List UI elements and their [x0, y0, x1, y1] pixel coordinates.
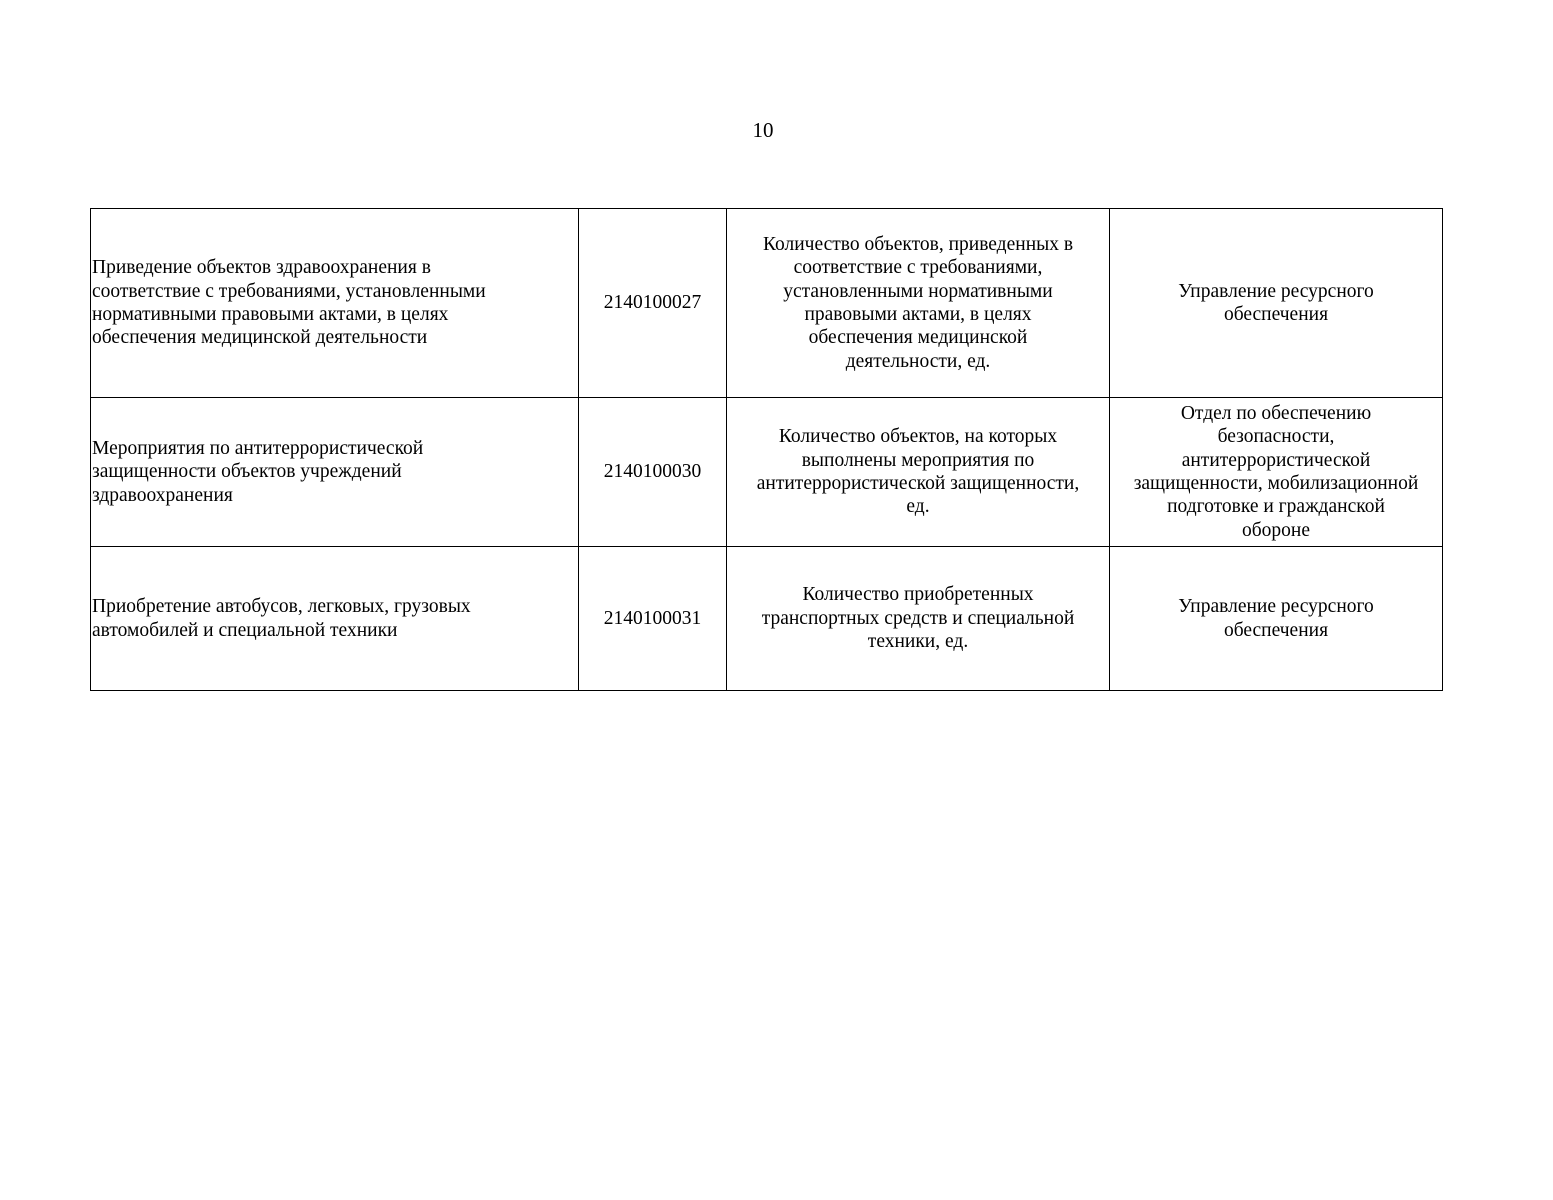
indicator-cell [727, 209, 1110, 398]
event-cell [91, 398, 579, 547]
responsible-text: Управление ресурсного обеспечения [1178, 596, 1374, 641]
responsible-cell [1110, 209, 1443, 398]
indicator-cell [727, 547, 1110, 691]
responsible-text: Отдел по обеспечению безопасности, антитеррористической защищенности, мобилизационной подготовке и гражданской обороне [1133, 402, 1419, 541]
indicator-text: Количество приобретенных транспортных средств и специальной техники, ед. [761, 584, 1075, 653]
code-cell [579, 547, 727, 691]
indicator-text: Количество объектов, на которых выполнены мероприятия по антитеррористической защищенности, ед. [756, 426, 1080, 518]
code-text: 2140100031 [603, 607, 702, 629]
responsible-cell [1110, 398, 1443, 547]
code-cell [579, 209, 727, 398]
responsible-cell [1110, 547, 1443, 691]
event-cell [91, 209, 579, 398]
measures-table [90, 208, 1443, 691]
code-text: 2140100027 [603, 292, 702, 314]
table-row [91, 398, 1443, 547]
event-text: Мероприятия по антитеррористической защищенности объектов учреждений здравоохранения [92, 437, 424, 506]
event-text: Приобретение автобусов, легковых, грузовых автомобилей и специальной техники [92, 596, 471, 641]
indicator-text: Количество объектов, приведенных в соответствие с требованиями, установленными нормативными правовыми актами, в целях обеспечения медицинской деятельности, ед. [762, 233, 1074, 372]
event-text: Приведение объектов здравоохранения в соответствие с требованиями, установленными нормативными правовыми актами, в целях обеспечения медицинской деятельности [92, 257, 486, 349]
table-row [91, 209, 1443, 398]
code-cell [579, 398, 727, 547]
page-number: 10 [752, 118, 774, 142]
event-cell [91, 547, 579, 691]
table-row [91, 547, 1443, 691]
responsible-text: Управление ресурсного обеспечения [1178, 280, 1374, 325]
code-text: 2140100030 [603, 461, 702, 483]
indicator-cell [727, 398, 1110, 547]
